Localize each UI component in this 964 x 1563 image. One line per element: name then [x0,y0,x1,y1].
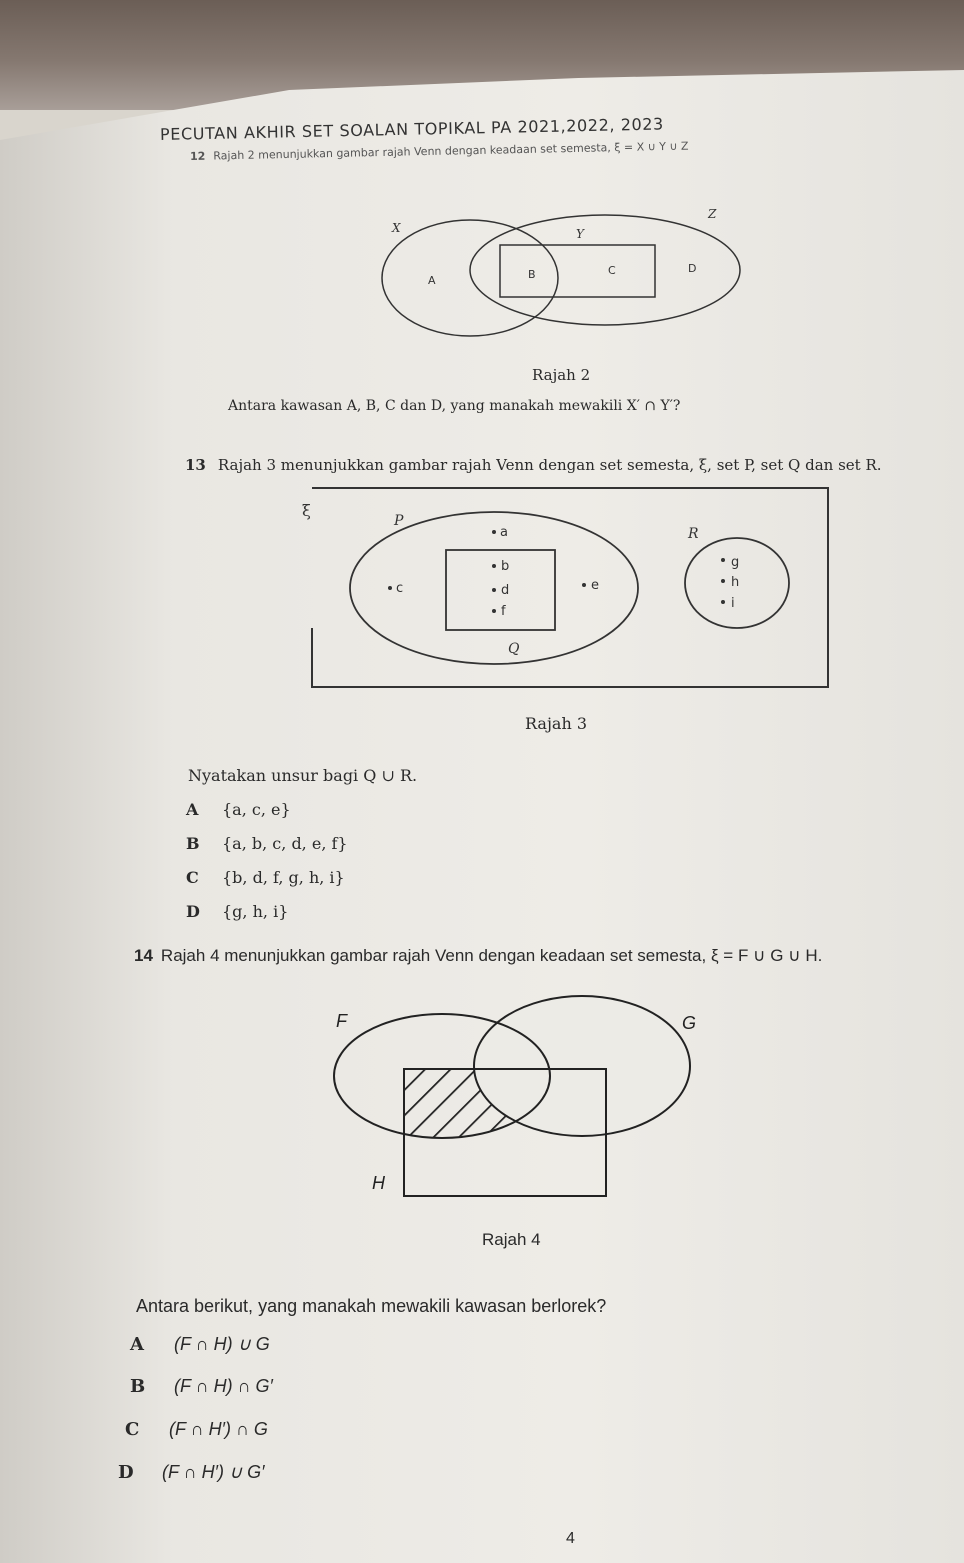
option-label: B [130,1376,146,1397]
option-text: (F ∩ H) ∩ G′ [174,1376,273,1396]
element-c-dot [388,586,392,590]
option-label: C [186,868,199,887]
set-y-rectangle [500,245,655,297]
option-label: D [118,1462,134,1483]
element-h-dot [721,579,725,583]
element-e: e [591,578,599,593]
q13-option-a[interactable] [186,800,291,819]
q13-text [185,456,882,474]
region-a: A [428,274,436,287]
element-b: b [501,559,510,574]
q14-option-b[interactable] [130,1376,273,1397]
element-f-dot [492,609,496,613]
q13-question: Nyatakan unsur bagi Q ∪ R. [188,766,418,785]
option-text: {g, h, i} [222,902,289,921]
q13-statement: Rajah 3 menunjukkan gambar rajah Venn dengan set semesta, ξ, set P, set Q dan set R. [217,456,882,474]
q14-statement: Rajah 4 menunjukkan gambar rajah Venn dengan keadaan set semesta, ξ = F ∪ G ∪ H. [160,946,823,965]
region-d: D [688,262,697,275]
element-g: g [731,555,740,570]
option-text: {b, d, f, g, h, i} [222,868,345,887]
label-y: Y [576,227,584,241]
element-a-dot [492,530,496,534]
label-h: H [372,1173,385,1193]
element-i-dot [721,600,725,604]
element-i: i [731,596,735,611]
label-g: G [682,1013,697,1033]
venn-diagram-rajah-3 [290,480,835,695]
q14-question: Antara berikut, yang manakah mewakili kawasan berlorek? [136,1296,607,1316]
option-text: (F ∩ H′) ∪ G′ [162,1462,265,1482]
option-label: A [186,800,199,819]
option-text: (F ∩ H) ∪ G [174,1334,270,1354]
rajah-4-caption: Rajah 4 [482,1230,541,1249]
label-xi: ξ [302,501,311,520]
venn-diagram-rajah-2 [370,200,760,360]
q13-number: 13 [185,456,206,474]
element-d: d [501,583,510,598]
region-b: B [528,268,536,281]
q13-option-d[interactable] [186,902,288,921]
q14-number: 14 [134,946,153,965]
option-label: D [186,902,200,921]
venn-diagram-rajah-4 [320,995,710,1205]
rajah-3-caption: Rajah 3 [525,714,588,733]
label-x: X [392,221,401,235]
q14-option-d[interactable] [118,1462,265,1483]
q14-text [134,946,822,966]
label-r: R [688,526,699,542]
option-label: A [130,1334,144,1355]
option-label: B [186,834,200,853]
q12-number: 12 [189,149,206,163]
q13-option-b[interactable] [186,834,348,853]
q14-option-a[interactable] [130,1334,270,1355]
option-text: {a, b, c, d, e, f} [222,834,348,853]
q12-question: Antara kawasan A, B, C dan D, yang manakah mewakili X′ ∩ Y′? [228,398,681,414]
element-h: h [731,575,740,590]
q14-option-c[interactable] [125,1419,268,1440]
rajah-2-caption: Rajah 2 [532,366,591,384]
label-p: P [394,513,404,529]
option-text: {a, c, e} [222,800,291,819]
label-z: Z [708,207,717,221]
element-b-dot [492,564,496,568]
page-header: PECUTAN AKHIR SET SOALAN TOPIKAL PA 2021,2022, 2023 [159,114,665,144]
element-d-dot [492,588,496,592]
set-z-ellipse [470,215,740,325]
option-text: (F ∩ H′) ∩ G [169,1419,268,1439]
element-c: c [396,581,404,596]
element-e-dot [582,583,586,587]
element-a: a [500,525,508,540]
label-f: F [336,1011,347,1031]
label-q: Q [508,641,520,657]
element-f: f [501,604,506,619]
q12-statement: Rajah 2 menunjukkan gambar rajah Venn dengan keadaan set semesta, ξ = X ∪ Y ∪ Z [213,139,689,163]
page-number: 4 [566,1530,575,1547]
element-g-dot [721,558,725,562]
option-label: C [125,1419,140,1440]
region-c: C [608,264,616,277]
q13-option-c[interactable] [186,868,345,887]
